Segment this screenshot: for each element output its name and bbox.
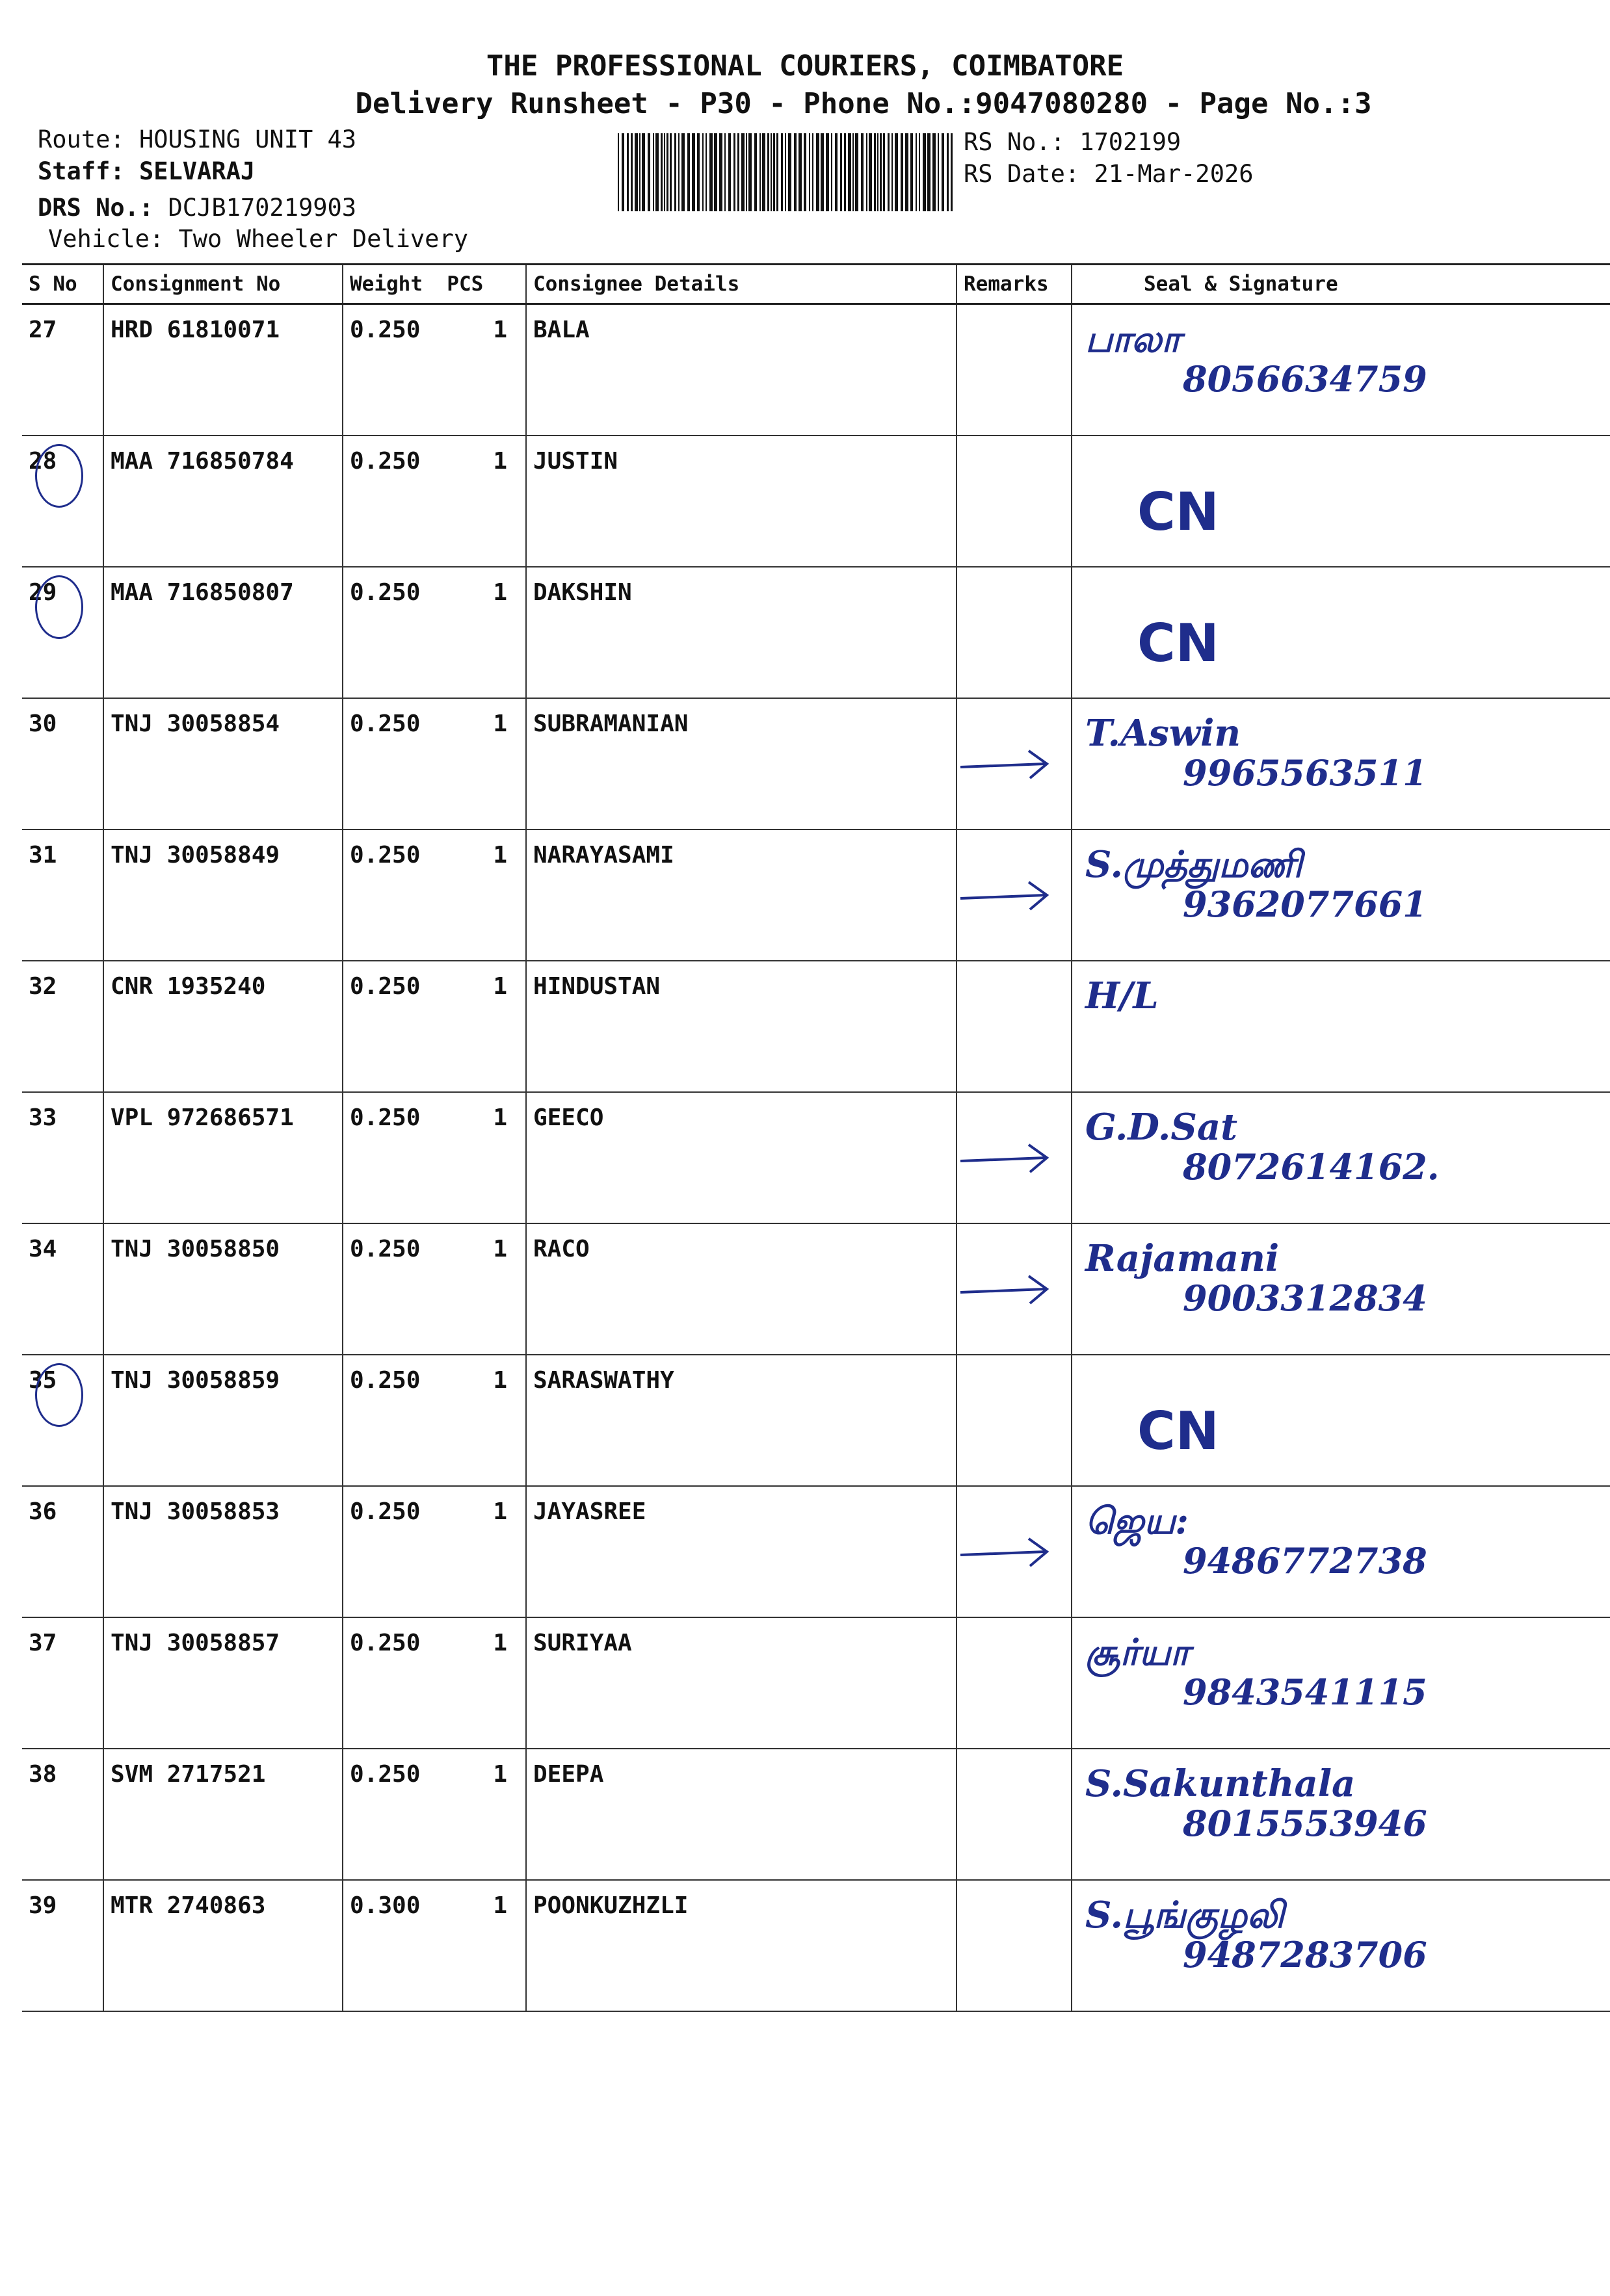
arrow-icon xyxy=(957,1138,1055,1177)
sno-value: 28 xyxy=(29,448,57,475)
barcode-bar xyxy=(678,133,680,211)
cell-consignment: MTR 2740863 xyxy=(103,1880,343,2011)
barcode-bar xyxy=(692,133,695,211)
barcode-bar xyxy=(706,133,707,211)
barcode-bar xyxy=(627,133,629,211)
cell-remarks xyxy=(957,1749,1072,1880)
barcode-bar xyxy=(741,133,745,211)
barcode-bar xyxy=(754,133,757,211)
rs-date-label: RS Date: xyxy=(964,160,1080,188)
cell-consignee: SARASWATHY xyxy=(526,1355,957,1486)
cell-signature xyxy=(1072,304,1610,436)
barcode-bar xyxy=(728,133,731,211)
col-remarks: Remarks xyxy=(957,265,1072,304)
cell-consignee: POONKUZHZLI xyxy=(526,1880,957,2011)
cell-weight-pcs xyxy=(343,304,526,436)
barcode-bar xyxy=(642,133,645,211)
signature-text: S.பூங்குழலி xyxy=(1085,1894,1284,1937)
sno-value: 27 xyxy=(29,317,57,343)
barcode-bar xyxy=(927,133,930,211)
table-row xyxy=(22,567,1610,698)
pcs-value: 1 xyxy=(493,1104,507,1131)
cell-consignee: SUBRAMANIAN xyxy=(526,698,957,829)
barcode-bar xyxy=(697,133,700,211)
cell-remarks xyxy=(957,436,1072,567)
barcode-bar xyxy=(767,133,769,211)
barcode-bar xyxy=(798,133,802,211)
sno-value: 32 xyxy=(29,973,57,1000)
staff-line xyxy=(38,157,255,185)
barcode-bar xyxy=(880,133,882,211)
cell-consignment: MAA 716850807 xyxy=(103,567,343,698)
signature-phone: 8056634759 xyxy=(1183,358,1427,400)
barcode-bar xyxy=(655,133,659,211)
cell-weight-pcs xyxy=(343,698,526,829)
cell-weight-pcs xyxy=(343,1223,526,1355)
signature-text: H/L xyxy=(1085,974,1159,1017)
table-row xyxy=(22,1617,1610,1749)
table-row xyxy=(22,1223,1610,1355)
barcode-bar xyxy=(714,133,717,211)
circle-mark xyxy=(35,444,83,508)
cell-signature xyxy=(1072,567,1610,698)
route-label: Route: xyxy=(38,125,125,153)
barcode-bar xyxy=(794,133,797,211)
sno-value: 35 xyxy=(29,1367,57,1394)
barcode-bar xyxy=(781,133,783,211)
barcode-bar xyxy=(874,133,876,211)
cell-sno xyxy=(22,1223,103,1355)
cell-signature xyxy=(1072,1617,1610,1749)
barcode-bar xyxy=(674,133,676,211)
barcode-bar xyxy=(831,133,832,211)
barcode-bar xyxy=(666,133,668,211)
signature-text: பாலா xyxy=(1085,318,1181,361)
signature-text: ஜெய: xyxy=(1085,1500,1189,1543)
barcode-bar xyxy=(661,133,663,211)
cell-consignment: HRD 61810071 xyxy=(103,304,343,436)
col-sno: S No xyxy=(22,265,103,304)
barcode-bar xyxy=(762,133,765,211)
barcode-bar xyxy=(932,133,936,211)
cell-sno xyxy=(22,304,103,436)
cell-sno xyxy=(22,1617,103,1749)
signature-phone: 9965563511 xyxy=(1183,752,1427,794)
circle-mark xyxy=(35,575,83,639)
cell-signature xyxy=(1072,829,1610,961)
cell-consignment: SVM 2717521 xyxy=(103,1749,343,1880)
cell-sno xyxy=(22,961,103,1092)
cell-signature xyxy=(1072,961,1610,1092)
drs-value: DCJB170219903 xyxy=(168,194,357,222)
pcs-value: 1 xyxy=(493,973,507,1000)
rs-no-value: 1702199 xyxy=(1079,128,1181,156)
arrow-icon xyxy=(957,1532,1055,1571)
vehicle-line: Vehicle: Two Wheeler Delivery xyxy=(48,225,469,253)
cell-signature xyxy=(1072,1749,1610,1880)
barcode-bar xyxy=(855,133,858,211)
pcs-value: 1 xyxy=(493,448,507,475)
barcode xyxy=(618,133,956,211)
barcode-bar xyxy=(888,133,890,211)
table-row xyxy=(22,1092,1610,1223)
barcode-bar xyxy=(942,133,944,211)
cell-weight-pcs xyxy=(343,567,526,698)
weight-value: 0.250 xyxy=(350,448,421,475)
drs-line xyxy=(38,194,356,222)
cell-signature xyxy=(1072,1355,1610,1486)
cell-sno xyxy=(22,829,103,961)
cell-consignee: SURIYAA xyxy=(526,1617,957,1749)
cell-consignment: CNR 1935240 xyxy=(103,961,343,1092)
barcode-bar xyxy=(923,133,926,211)
barcode-bar xyxy=(771,133,772,211)
barcode-bar xyxy=(733,133,735,211)
cell-consignee: DEEPA xyxy=(526,1749,957,1880)
arrow-icon xyxy=(957,1270,1055,1309)
barcode-bar xyxy=(618,133,619,211)
barcode-bar xyxy=(848,133,851,211)
staff-label: Staff: xyxy=(38,157,125,185)
arrow-icon xyxy=(957,744,1055,783)
cell-sno xyxy=(22,1092,103,1223)
signature-text: S.Sakunthala xyxy=(1085,1762,1356,1805)
cell-weight-pcs xyxy=(343,1749,526,1880)
barcode-bar xyxy=(681,133,685,211)
barcode-bar xyxy=(746,133,747,211)
barcode-bar xyxy=(816,133,819,211)
barcode-bar xyxy=(648,133,650,211)
cell-consignment: TNJ 30058853 xyxy=(103,1486,343,1617)
signature-text: CN xyxy=(1137,1401,1219,1461)
cell-sno xyxy=(22,698,103,829)
cell-weight-pcs xyxy=(343,961,526,1092)
sno-value: 37 xyxy=(29,1630,57,1656)
cell-weight-pcs xyxy=(343,1355,526,1486)
barcode-bar xyxy=(826,133,829,211)
weight-value: 0.250 xyxy=(350,579,421,606)
barcode-bar xyxy=(788,133,791,211)
cell-weight-pcs xyxy=(343,1092,526,1223)
cell-remarks xyxy=(957,1486,1072,1617)
cell-weight-pcs xyxy=(343,1880,526,2011)
signature-text: Rajamani xyxy=(1085,1237,1280,1280)
cell-consignment: VPL 972686571 xyxy=(103,1092,343,1223)
pcs-value: 1 xyxy=(493,1892,507,1919)
cell-consignee: GEECO xyxy=(526,1092,957,1223)
rs-date-value: 21-Mar-2026 xyxy=(1094,160,1254,188)
barcode-bar xyxy=(895,133,898,211)
sno-value: 39 xyxy=(29,1892,57,1919)
signature-phone: 9843541115 xyxy=(1183,1671,1427,1713)
cell-remarks xyxy=(957,567,1072,698)
barcode-bar xyxy=(947,133,949,211)
barcode-bar xyxy=(812,133,813,211)
runsheet-subtitle: Delivery Runsheet - P30 - Phone No.:9047080280 - Page No.:3 xyxy=(355,87,1372,120)
barcode-bar xyxy=(840,133,842,211)
barcode-bar xyxy=(719,133,722,211)
cell-consignee: RACO xyxy=(526,1223,957,1355)
signature-phone: 9486772738 xyxy=(1183,1540,1427,1582)
cell-weight-pcs xyxy=(343,1617,526,1749)
sno-value: 34 xyxy=(29,1236,57,1262)
cell-sno xyxy=(22,1355,103,1486)
cell-sno xyxy=(22,1880,103,2011)
pcs-value: 1 xyxy=(493,317,507,343)
col-consignment: Consignment No xyxy=(103,265,343,304)
weight-value: 0.250 xyxy=(350,1367,421,1394)
barcode-bar xyxy=(776,133,778,211)
cell-remarks xyxy=(957,961,1072,1092)
barcode-bar xyxy=(901,133,903,211)
sno-value: 36 xyxy=(29,1498,57,1525)
barcode-bar xyxy=(785,133,786,211)
circle-mark xyxy=(35,1363,83,1427)
table-row xyxy=(22,436,1610,567)
table-row xyxy=(22,1355,1610,1486)
barcode-bar xyxy=(910,133,913,211)
cell-consignee: JUSTIN xyxy=(526,436,957,567)
cell-weight-pcs xyxy=(343,829,526,961)
pcs-value: 1 xyxy=(493,1498,507,1525)
signature-text: CN xyxy=(1137,482,1219,542)
staff-value: SELVARAJ xyxy=(139,157,256,185)
pcs-value: 1 xyxy=(493,1630,507,1656)
pcs-value: 1 xyxy=(493,842,507,868)
rs-no-line xyxy=(964,128,1181,156)
table-row xyxy=(22,698,1610,829)
weight-value: 0.250 xyxy=(350,1498,421,1525)
barcode-bar xyxy=(759,133,761,211)
cell-consignment: TNJ 30058850 xyxy=(103,1223,343,1355)
sno-value: 33 xyxy=(29,1104,57,1131)
cell-signature xyxy=(1072,1880,1610,2011)
table-row xyxy=(22,1880,1610,2011)
table-header-row xyxy=(22,265,1610,304)
barcode-bar xyxy=(709,133,713,211)
cell-weight-pcs xyxy=(343,436,526,567)
barcode-bar xyxy=(635,133,638,211)
weight-value: 0.250 xyxy=(350,1630,421,1656)
barcode-bar xyxy=(748,133,752,211)
barcode-bar xyxy=(809,133,810,211)
barcode-bar xyxy=(883,133,885,211)
barcode-bar xyxy=(919,133,920,211)
signature-phone: 8072614162. xyxy=(1183,1146,1440,1188)
barcode-bar xyxy=(877,133,878,211)
pcs-value: 1 xyxy=(493,711,507,737)
barcode-bar xyxy=(905,133,908,211)
weight-value: 0.250 xyxy=(350,1236,421,1262)
col-weight-pcs: Weight PCS xyxy=(343,265,526,304)
barcode-bar xyxy=(702,133,704,211)
signature-text: S.முத்துமணி xyxy=(1085,843,1302,886)
signature-text: T.Aswin xyxy=(1085,712,1241,755)
barcode-bar xyxy=(622,133,624,211)
cell-signature xyxy=(1072,698,1610,829)
cell-consignee: HINDUSTAN xyxy=(526,961,957,1092)
barcode-bar xyxy=(938,133,939,211)
rs-no-label: RS No.: xyxy=(964,128,1065,156)
cell-weight-pcs xyxy=(343,1486,526,1617)
cell-remarks xyxy=(957,829,1072,961)
barcode-bar xyxy=(869,133,872,211)
barcode-bar xyxy=(687,133,690,211)
cell-remarks xyxy=(957,698,1072,829)
signature-phone: 9003312834 xyxy=(1183,1277,1427,1319)
table-row xyxy=(22,304,1610,436)
runsheet-table xyxy=(22,263,1610,2012)
signature-phone: 9487283706 xyxy=(1183,1934,1427,1976)
signature-text: சூர்யா xyxy=(1085,1631,1190,1674)
cell-remarks xyxy=(957,1617,1072,1749)
barcode-bar xyxy=(866,133,867,211)
barcode-bar xyxy=(951,133,953,211)
weight-value: 0.250 xyxy=(350,711,421,737)
barcode-bar xyxy=(861,133,864,211)
col-consignee: Consignee Details xyxy=(526,265,957,304)
pcs-value: 1 xyxy=(493,1367,507,1394)
barcode-bar xyxy=(670,133,672,211)
cell-remarks xyxy=(957,1355,1072,1486)
cell-remarks xyxy=(957,304,1072,436)
table-row xyxy=(22,829,1610,961)
route-line xyxy=(38,125,356,153)
cell-consignment: TNJ 30058857 xyxy=(103,1617,343,1749)
cell-consignee: DAKSHIN xyxy=(526,567,957,698)
cell-signature xyxy=(1072,1223,1610,1355)
barcode-bar xyxy=(835,133,838,211)
table-row xyxy=(22,1749,1610,1880)
sno-value: 29 xyxy=(29,579,57,606)
document-title: THE PROFESSIONAL COURIERS, COIMBATORE xyxy=(486,49,1124,83)
cell-remarks xyxy=(957,1092,1072,1223)
barcode-bar xyxy=(631,133,633,211)
barcode-bar xyxy=(724,133,726,211)
table-row xyxy=(22,961,1610,1092)
weight-value: 0.250 xyxy=(350,842,421,868)
sno-value: 30 xyxy=(29,711,57,737)
weight-value: 0.300 xyxy=(350,1892,421,1919)
barcode-bar xyxy=(844,133,846,211)
route-value: HOUSING UNIT 43 xyxy=(139,125,357,153)
signature-text: CN xyxy=(1137,613,1219,673)
barcode-bar xyxy=(916,133,917,211)
pcs-value: 1 xyxy=(493,1761,507,1788)
pcs-value: 1 xyxy=(493,1236,507,1262)
cell-consignee: JAYASREE xyxy=(526,1486,957,1617)
barcode-bar xyxy=(773,133,775,211)
weight-value: 0.250 xyxy=(350,317,421,343)
signature-phone: 9362077661 xyxy=(1183,883,1427,925)
cell-consignment: TNJ 30058854 xyxy=(103,698,343,829)
barcode-bar xyxy=(664,133,665,211)
weight-value: 0.250 xyxy=(350,973,421,1000)
barcode-bar xyxy=(852,133,854,211)
barcode-bar xyxy=(737,133,739,211)
weight-value: 0.250 xyxy=(350,1761,421,1788)
signature-phone: 8015553946 xyxy=(1183,1803,1427,1844)
barcode-bar xyxy=(821,133,824,211)
cell-remarks xyxy=(957,1880,1072,2011)
cell-consignment: TNJ 30058859 xyxy=(103,1355,343,1486)
cell-signature xyxy=(1072,436,1610,567)
barcode-bar xyxy=(891,133,893,211)
drs-label: DRS No.: xyxy=(38,194,154,222)
table-row xyxy=(22,1486,1610,1617)
cell-sno xyxy=(22,1486,103,1617)
cell-remarks xyxy=(957,1223,1072,1355)
cell-consignment: TNJ 30058849 xyxy=(103,829,343,961)
arrow-icon xyxy=(957,876,1055,915)
rs-date-line xyxy=(964,160,1254,188)
cell-signature xyxy=(1072,1092,1610,1223)
cell-consignment: MAA 716850784 xyxy=(103,436,343,567)
weight-value: 0.250 xyxy=(350,1104,421,1131)
cell-sno xyxy=(22,567,103,698)
sno-value: 38 xyxy=(29,1761,57,1788)
cell-sno xyxy=(22,1749,103,1880)
cell-consignee: BALA xyxy=(526,304,957,436)
signature-text: G.D.Sat xyxy=(1085,1106,1237,1149)
col-seal-signature: Seal & Signature xyxy=(1072,265,1610,304)
barcode-bar xyxy=(804,133,806,211)
barcode-bar xyxy=(653,133,654,211)
cell-sno xyxy=(22,436,103,567)
pcs-value: 1 xyxy=(493,579,507,606)
cell-signature xyxy=(1072,1486,1610,1617)
barcode-bar xyxy=(639,133,640,211)
cell-consignee: NARAYASAMI xyxy=(526,829,957,961)
sno-value: 31 xyxy=(29,842,57,868)
